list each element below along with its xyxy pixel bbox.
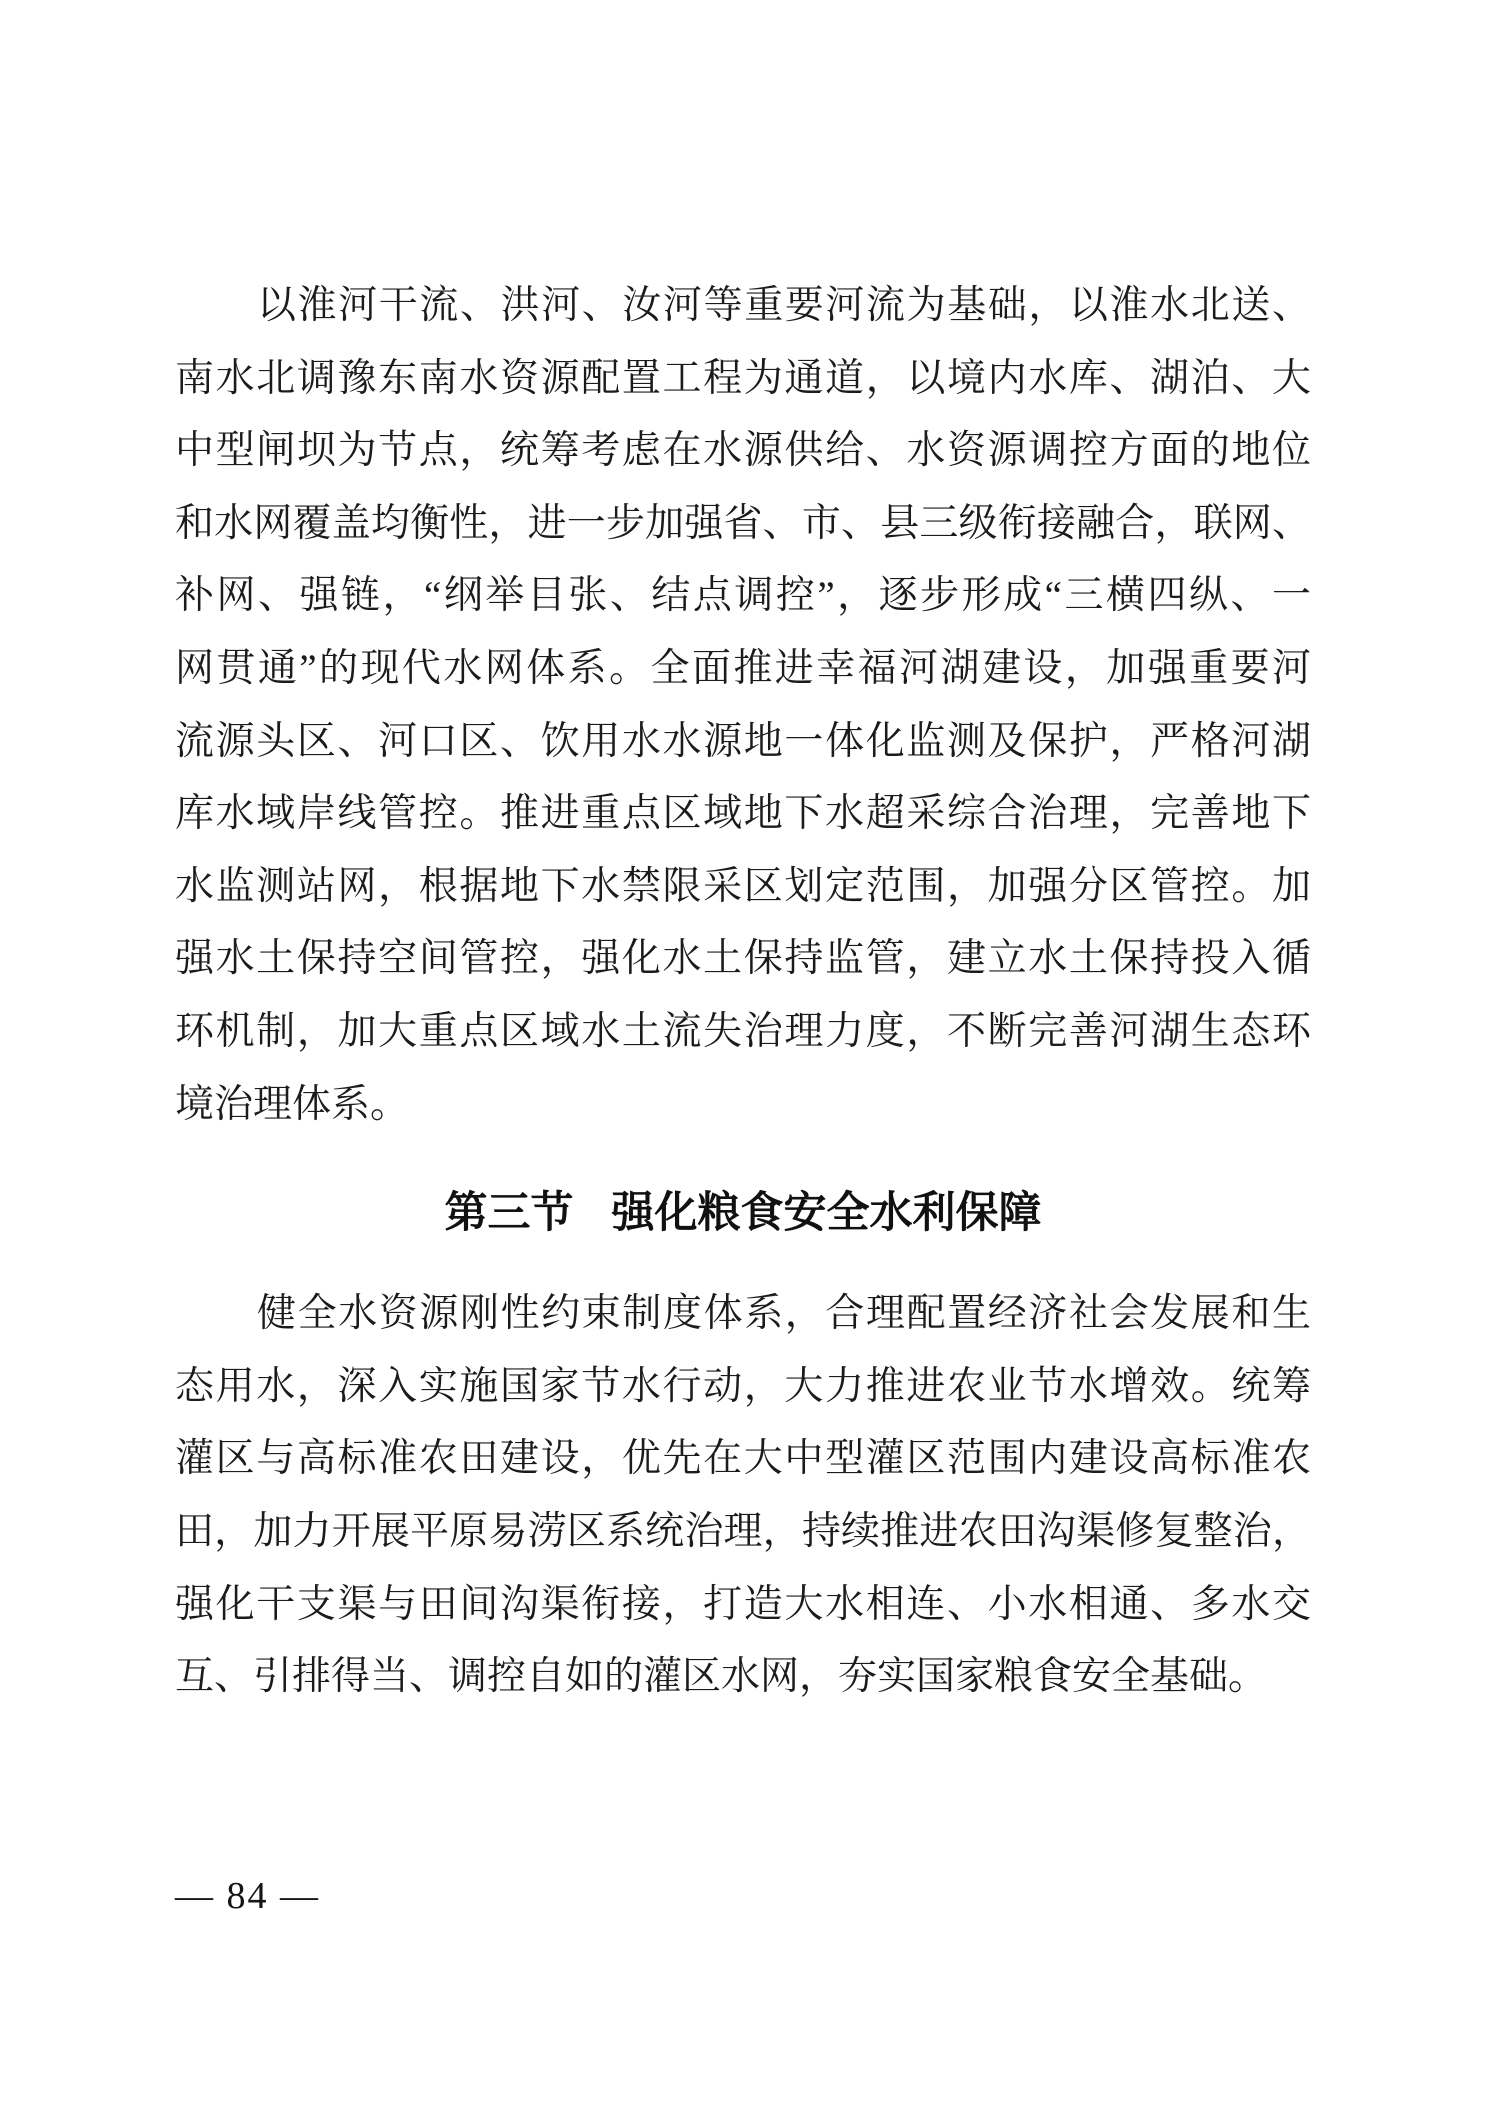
section-number: 第三节 <box>444 1189 574 1238</box>
text-line: 强化干支渠与田间沟渠衔接，打造大水相连、小水相通、多水交 <box>175 1582 1311 1626</box>
section-heading <box>175 1173 1311 1246</box>
text-line: 补网、强链，“纲举目张、结点调控”，逐步形成“三横四纵、一 <box>175 574 1311 618</box>
text-line: 库水域岸线管控。推进重点区域地下水超采综合治理，完善地下 <box>175 792 1311 836</box>
text-line: 态用水，深入实施国家节水行动，大力推进农业节水增效。统筹 <box>175 1364 1311 1408</box>
text-line: 和水网覆盖均衡性，进一步加强省、市、县三级衔接融合，联网、 <box>175 501 1311 545</box>
text-block <box>175 270 1311 1714</box>
page-number: — 84 — <box>175 1875 320 1917</box>
paragraph-water-network <box>175 270 1311 1141</box>
section-title: 强化粮食安全水利保障 <box>611 1189 1042 1238</box>
text-line: 互、引排得当、调控自如的灌区水网，夯实国家粮食安全基础。 <box>175 1655 1268 1699</box>
text-line: 灌区与高标准农田建设，优先在大中型灌区范围内建设高标准农 <box>175 1437 1311 1481</box>
text-line: 网贯通”的现代水网体系。全面推进幸福河湖建设，加强重要河 <box>175 646 1311 690</box>
text-line: 环机制，加大重点区域水土流失治理力度，不断完善河湖生态环 <box>175 1009 1311 1053</box>
paragraph-food-security <box>175 1278 1311 1714</box>
text-line: 境治理体系。 <box>175 1082 410 1126</box>
text-line: 田，加力开展平原易涝区系统治理，持续推进农田沟渠修复整治， <box>175 1509 1311 1553</box>
text-line: 以淮河干流、洪河、汝河等重要河流为基础，以淮水北送、 <box>257 284 1311 327</box>
text-line: 强水土保持空间管控，强化水土保持监管，建立水土保持投入循 <box>175 937 1311 981</box>
text-line: 南水北调豫东南水资源配置工程为通道，以境内水库、湖泊、大 <box>175 356 1311 400</box>
text-line: 流源头区、河口区、饮用水水源地一体化监测及保护，严格河湖 <box>175 719 1311 763</box>
text-line: 水监测站网，根据地下水禁限采区划定范围，加强分区管控。加 <box>175 864 1311 908</box>
text-line: 健全水资源刚性约束制度体系，合理配置经济社会发展和生 <box>257 1292 1311 1336</box>
text-line: 中型闸坝为节点，统筹考虑在水源供给、水资源调控方面的地位 <box>175 429 1311 473</box>
